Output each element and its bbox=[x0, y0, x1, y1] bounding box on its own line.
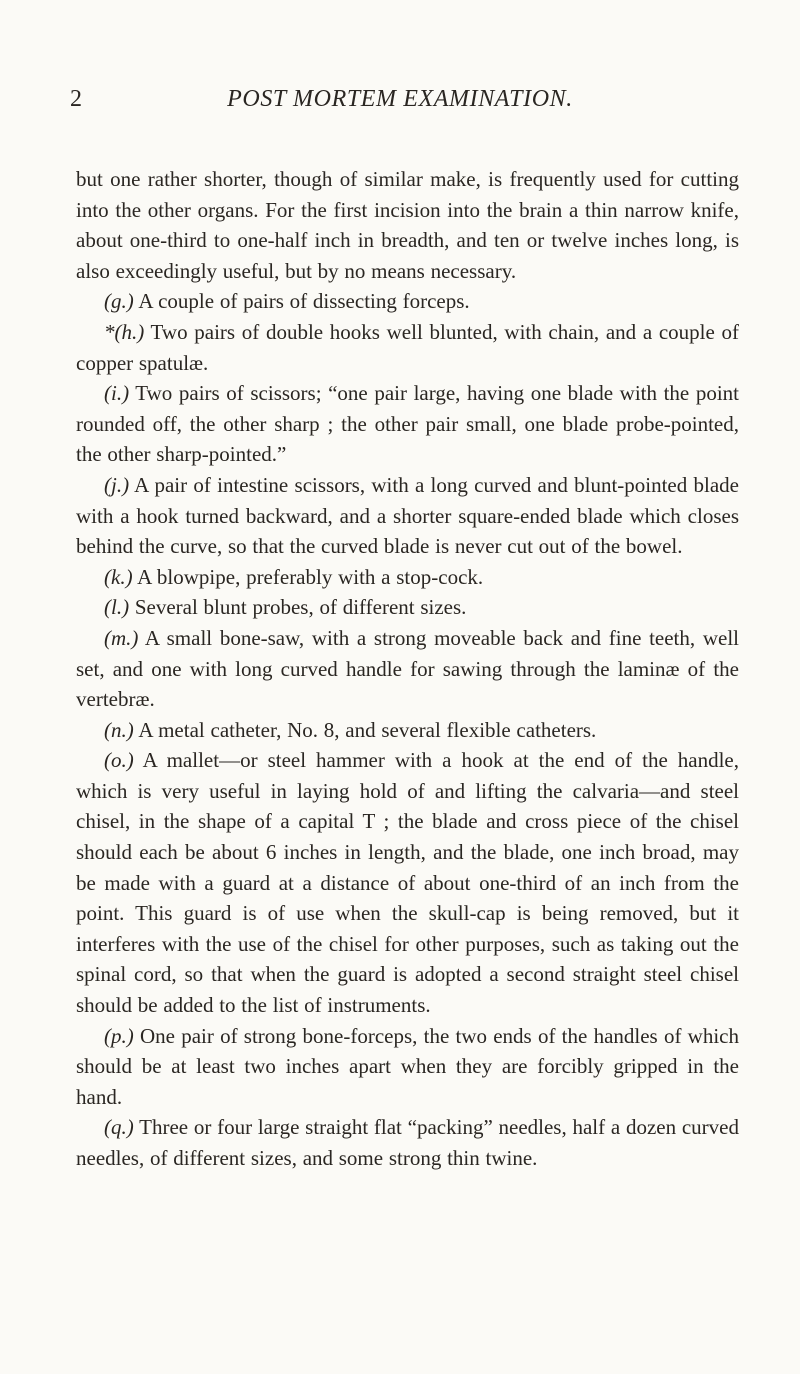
list-item-q bbox=[76, 1112, 739, 1173]
item-text: A couple of pairs of dissecting forceps. bbox=[133, 289, 470, 314]
item-label: (m.) bbox=[104, 625, 139, 650]
item-text: Two pairs of double hooks well blunted, with chain, and a couple of copper spatulæ. bbox=[76, 319, 739, 375]
list-item-l bbox=[76, 592, 739, 623]
item-label: (o.) bbox=[104, 748, 134, 773]
body-text bbox=[76, 164, 739, 1174]
list-item-i bbox=[76, 378, 739, 470]
item-label: (k.) bbox=[104, 564, 133, 589]
item-label: (g.) bbox=[104, 289, 134, 314]
paragraph-text: but one rather shorter, though of similar make, is frequently used for cutting into the other organs. For the first incision into the brain a thin narrow knife, about one-third to one-half inch in breadth, and ten or twelve inches long, is also exceedingly useful, but by no means necessary. bbox=[76, 167, 739, 283]
running-title: POST MORTEM EXAMINATION. bbox=[227, 86, 573, 112]
item-label: (j.) bbox=[104, 472, 130, 497]
item-text: A pair of intestine scissors, with a long curved and blunt-pointed blade with a hook turned backward, and a shorter square-ended blade which closes behind the curve, so that the curved blade is never cut out of the bowel. bbox=[76, 472, 739, 559]
running-head bbox=[0, 84, 800, 114]
item-text: A mallet—or steel hammer with a hook at the end of the handle, which is very useful in laying hold of and lifting the calvaria—and steel chisel, in the shape of a capital T ; the blade and cross piece of the chisel should each be about 6 inches in length, and the blade, one inch broad, may be made with a guard at a distance of about one-third of an inch from the point. This guard is of use when the skull-cap is being removed, but it interferes with the use of the chisel for other purposes, such as taking out the spinal cord, so that when the guard is adopted a second straight steel chisel should be added to the list of instruments. bbox=[76, 748, 739, 1018]
item-label: (q.) bbox=[104, 1115, 134, 1140]
item-text: A blowpipe, preferably with a stop-cock. bbox=[132, 564, 484, 589]
item-label: (p.) bbox=[104, 1023, 134, 1048]
list-item-o bbox=[76, 745, 739, 1020]
item-text: Three or four large straight flat “packing” needles, half a dozen curved needles, of different sizes, and some strong thin twine. bbox=[76, 1115, 739, 1170]
paragraph-continuation bbox=[76, 164, 739, 286]
item-label: (l.) bbox=[104, 595, 130, 620]
list-item-k bbox=[76, 562, 739, 593]
item-text: A small bone-saw, with a strong moveable back and fine teeth, well set, and one with long curved handle for sawing through the laminæ of the vertebræ. bbox=[76, 625, 739, 712]
list-item-m bbox=[76, 623, 739, 715]
item-text: Two pairs of scissors; “one pair large, having one blade with the point rounded off, the other sharp ; the other pair small, one blade probe-pointed, the other sharp-pointed.” bbox=[76, 381, 739, 467]
item-text: One pair of strong bone-forceps, the two ends of the handles of which should be at least two inches apart when they are forcibly gripped in the hand. bbox=[76, 1023, 739, 1109]
list-item-h bbox=[76, 317, 739, 378]
list-item-j bbox=[76, 470, 739, 562]
item-label: *(h.) bbox=[104, 319, 145, 344]
item-label: (n.) bbox=[104, 717, 134, 742]
page-number: 2 bbox=[70, 86, 82, 112]
item-text: A metal catheter, No. 8, and several flexible catheters. bbox=[133, 717, 597, 742]
item-text: Several blunt probes, of different sizes. bbox=[129, 595, 467, 620]
list-item-n bbox=[76, 715, 739, 746]
item-label: (i.) bbox=[104, 381, 130, 406]
list-item-p bbox=[76, 1021, 739, 1113]
list-item-g bbox=[76, 286, 739, 317]
